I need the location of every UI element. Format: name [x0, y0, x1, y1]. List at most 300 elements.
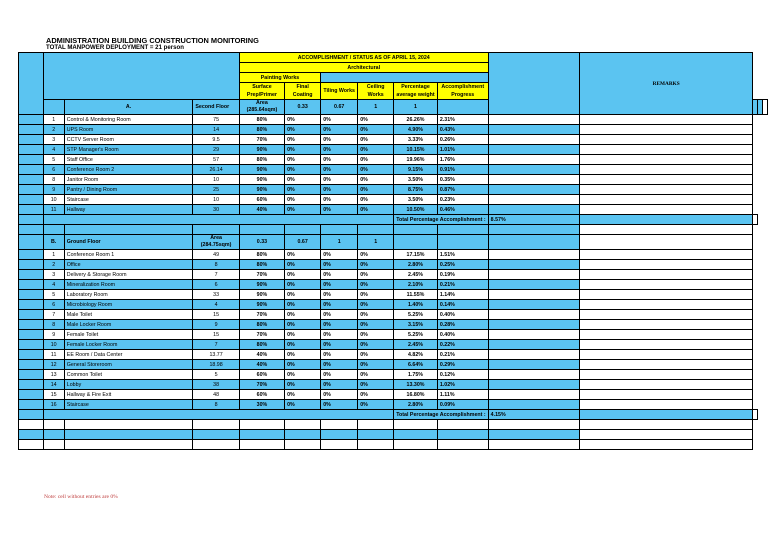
- room-area: 13.77: [193, 350, 239, 360]
- weight-value: 3.33%: [394, 135, 438, 145]
- table-row: [19, 205, 768, 215]
- blank-cell: [285, 440, 321, 450]
- row-number: 4: [43, 280, 64, 290]
- ceiling-value: 0%: [358, 350, 394, 360]
- weight-value: 10.50%: [394, 205, 438, 215]
- room-area: 6: [193, 280, 239, 290]
- tiling-value: 0%: [321, 115, 358, 125]
- surface-value: 80%: [239, 155, 284, 165]
- remarks-header: REMARKS: [580, 53, 753, 115]
- surface-value: 90%: [239, 145, 284, 155]
- section-letter: A.: [64, 100, 193, 115]
- surface-value: 90%: [239, 300, 284, 310]
- room-area: 15: [193, 310, 239, 320]
- remarks-cell: [580, 280, 753, 290]
- ceiling-value: 0%: [358, 195, 394, 205]
- surface-value: 60%: [239, 390, 284, 400]
- row-number: 1: [43, 250, 64, 260]
- table-body: [19, 53, 768, 450]
- remarks-spacer: [488, 185, 580, 195]
- ceiling-value: 0%: [358, 165, 394, 175]
- table-row: [19, 360, 768, 370]
- final-value: 0%: [285, 310, 321, 320]
- header-blank: [43, 53, 239, 100]
- room-name: Female Locker Room: [64, 340, 193, 350]
- blank-cell: [193, 420, 239, 430]
- surface-value: 90%: [239, 165, 284, 175]
- table-row: [19, 145, 768, 155]
- remarks-cell: [580, 155, 753, 165]
- room-area: 10: [193, 175, 239, 185]
- weight-progress-blank: [437, 235, 488, 250]
- blank-cell: [437, 440, 488, 450]
- final-value: 0%: [285, 165, 321, 175]
- weight-value: 26.26%: [394, 115, 438, 125]
- remarks-spacer: [488, 53, 580, 115]
- ceiling-value: 0%: [358, 300, 394, 310]
- weight-value: 1.75%: [394, 370, 438, 380]
- blank-cell: [580, 420, 753, 430]
- blank-cell: [358, 440, 394, 450]
- blank-cell: [437, 225, 488, 235]
- blank-cell: [285, 430, 321, 440]
- surface-value: 40%: [239, 350, 284, 360]
- final-value: 0%: [285, 270, 321, 280]
- left-stripe: [19, 53, 44, 115]
- blank-cell: [358, 420, 394, 430]
- remarks-spacer: [488, 175, 580, 185]
- stripe-cell: [19, 330, 44, 340]
- room-name: EE Room / Data Center: [64, 350, 193, 360]
- blank-cell: [358, 225, 394, 235]
- remarks-spacer: [488, 155, 580, 165]
- remarks-cell: [580, 370, 753, 380]
- painting-header: Painting Works: [239, 73, 320, 83]
- total-blank: [43, 410, 394, 420]
- weight-final: 0.67: [285, 235, 321, 250]
- room-name: Staircase: [64, 400, 193, 410]
- blank-cell: [43, 225, 64, 235]
- remarks-cell: [580, 195, 753, 205]
- progress-value: 0.09%: [437, 400, 488, 410]
- stripe-cell: [43, 100, 64, 115]
- tiling-value: 0%: [321, 205, 358, 215]
- section-area: Area (285.64sqm): [239, 100, 284, 115]
- blank-cell: [437, 430, 488, 440]
- progress-value: 0.25%: [437, 260, 488, 270]
- weight-value: 2.45%: [394, 270, 438, 280]
- weight-value: 4.82%: [394, 350, 438, 360]
- ceiling-value: 0%: [358, 185, 394, 195]
- stripe-cell: [19, 175, 44, 185]
- section-area: Area (284.75sqm): [193, 235, 239, 250]
- room-name: Conference Room 1: [64, 250, 193, 260]
- surface-value: 30%: [239, 400, 284, 410]
- progress-value: 0.28%: [437, 320, 488, 330]
- ceiling-value: 0%: [358, 370, 394, 380]
- weight-pct-blank: [394, 235, 438, 250]
- remarks-spacer: [488, 135, 580, 145]
- table-row: [19, 380, 768, 390]
- blank-cell: [488, 420, 580, 430]
- final-value: 0%: [285, 360, 321, 370]
- room-area: 30: [193, 205, 239, 215]
- progress-value: 0.14%: [437, 300, 488, 310]
- surface-value: 70%: [239, 270, 284, 280]
- weight-value: 17.15%: [394, 250, 438, 260]
- final-value: 0%: [285, 340, 321, 350]
- weight-value: 2.10%: [394, 280, 438, 290]
- blank-cell: [488, 225, 580, 235]
- stripe-cell: [19, 400, 44, 410]
- tiling-header: Tiling Works: [321, 83, 358, 100]
- room-name: STP Manager's Room: [64, 145, 193, 155]
- room-name: Janitor Room: [64, 175, 193, 185]
- weight-value: 13.30%: [394, 380, 438, 390]
- remarks-spacer: [488, 260, 580, 270]
- tiling-value: 0%: [321, 390, 358, 400]
- room-name: Mineralization Room: [64, 280, 193, 290]
- row-number: 9: [43, 185, 64, 195]
- stripe-cell: [19, 185, 44, 195]
- blank-cell: [64, 225, 193, 235]
- table-row: [19, 400, 768, 410]
- weight-value: 3.50%: [394, 195, 438, 205]
- progress-value: 1.01%: [437, 145, 488, 155]
- row-number: 1: [43, 115, 64, 125]
- progress-value: 0.29%: [437, 360, 488, 370]
- stripe-cell: [19, 320, 44, 330]
- room-area: 15: [193, 330, 239, 340]
- remarks-spacer: [488, 195, 580, 205]
- tiling-value: 0%: [321, 330, 358, 340]
- stripe-cell: [19, 340, 44, 350]
- row-number: 8: [43, 175, 64, 185]
- room-area: 4: [193, 300, 239, 310]
- blank-cell: [437, 420, 488, 430]
- final-value: 0%: [285, 185, 321, 195]
- row-number: 10: [43, 195, 64, 205]
- surface-value: 80%: [239, 340, 284, 350]
- tiling-value: 0%: [321, 175, 358, 185]
- stripe-cell: [19, 290, 44, 300]
- surface-value: 90%: [239, 185, 284, 195]
- table-row: [19, 185, 768, 195]
- tiling-value: 0%: [321, 350, 358, 360]
- painting-spacer: [321, 73, 488, 83]
- row-number: 15: [43, 390, 64, 400]
- row-number: 16: [43, 400, 64, 410]
- table-row: [19, 390, 768, 400]
- weight-ceiling: 1: [394, 100, 438, 115]
- remarks-cell: [580, 270, 753, 280]
- ceiling-value: 0%: [358, 380, 394, 390]
- ceiling-value: 0%: [358, 260, 394, 270]
- weight-surface: 0.33: [239, 235, 284, 250]
- room-area: 25: [193, 185, 239, 195]
- weight-value: 9.15%: [394, 165, 438, 175]
- section-gap-row: [19, 225, 768, 235]
- blank-cell: [43, 440, 64, 450]
- table-row: [19, 290, 768, 300]
- remarks-spacer: [488, 250, 580, 260]
- tiling-value: 0%: [321, 370, 358, 380]
- total-label: Total Percentage Accomplishment :: [394, 410, 488, 420]
- stripe-cell: [19, 215, 44, 225]
- stripe-cell: [19, 300, 44, 310]
- remarks-spacer: [488, 370, 580, 380]
- stripe-cell: [19, 205, 44, 215]
- blank-row: [19, 430, 768, 440]
- final-value: 0%: [285, 290, 321, 300]
- ceiling-value: 0%: [358, 280, 394, 290]
- weight-value: 6.64%: [394, 360, 438, 370]
- tiling-value: 0%: [321, 300, 358, 310]
- weight-value: 19.96%: [394, 155, 438, 165]
- remarks-cell: [580, 290, 753, 300]
- remarks-cell: [580, 145, 753, 155]
- room-name: Male Toilet: [64, 310, 193, 320]
- ceiling-value: 0%: [358, 175, 394, 185]
- remarks-spacer: [488, 350, 580, 360]
- table-row: [19, 340, 768, 350]
- weight-value: 2.45%: [394, 340, 438, 350]
- blank-cell: [64, 440, 193, 450]
- tiling-value: 0%: [321, 340, 358, 350]
- section-letter: B.: [43, 235, 64, 250]
- remarks-spacer: [488, 300, 580, 310]
- blank-row: [19, 440, 768, 450]
- row-number: 12: [43, 360, 64, 370]
- table-row: [19, 155, 768, 165]
- blank-cell: [193, 430, 239, 440]
- blank-cell: [193, 225, 239, 235]
- remarks-spacer: [488, 280, 580, 290]
- row-number: 3: [43, 135, 64, 145]
- blank-cell: [239, 440, 284, 450]
- progress-value: 0.91%: [437, 165, 488, 175]
- remarks-cell: [580, 165, 753, 175]
- final-value: 0%: [285, 370, 321, 380]
- room-name: Lobby: [64, 380, 193, 390]
- tiling-value: 0%: [321, 320, 358, 330]
- weight-value: 8.75%: [394, 185, 438, 195]
- progress-value: 1.51%: [437, 250, 488, 260]
- table-row: [19, 250, 768, 260]
- weight-value: 2.80%: [394, 260, 438, 270]
- tiling-value: 0%: [321, 400, 358, 410]
- weight-surface: 0.33: [285, 100, 321, 115]
- remarks-cell: [580, 235, 753, 250]
- row-number: 13: [43, 370, 64, 380]
- stripe-cell: [19, 260, 44, 270]
- final-value: 0%: [285, 380, 321, 390]
- progress-value: 1.02%: [437, 380, 488, 390]
- pct-weight-header: Percentage average weight: [394, 83, 438, 100]
- final-coating-header: Final Coating: [285, 83, 321, 100]
- blank-cell: [43, 430, 64, 440]
- room-name: General Storeroom: [64, 360, 193, 370]
- surface-value: 70%: [239, 380, 284, 390]
- room-name: Staff Office: [64, 155, 193, 165]
- stripe-cell: [19, 195, 44, 205]
- room-name: Office: [64, 260, 193, 270]
- tiling-value: 0%: [321, 310, 358, 320]
- room-area: 5: [193, 370, 239, 380]
- final-value: 0%: [285, 125, 321, 135]
- final-value: 0%: [285, 145, 321, 155]
- progress-value: 1.14%: [437, 290, 488, 300]
- final-value: 0%: [285, 300, 321, 310]
- remarks-cell: [580, 205, 753, 215]
- manpower-subtitle: TOTAL MANPOWER DEPLOYMENT = 21 person: [46, 44, 184, 51]
- blank-cell: [193, 440, 239, 450]
- table-row: [19, 310, 768, 320]
- ceiling-value: 0%: [358, 390, 394, 400]
- room-name: Laboratory Room: [64, 290, 193, 300]
- remarks-spacer: [580, 215, 753, 225]
- remarks-spacer: [488, 360, 580, 370]
- tiling-value: 0%: [321, 360, 358, 370]
- remarks-spacer: [488, 235, 580, 250]
- row-number: 6: [43, 300, 64, 310]
- tiling-value: 0%: [321, 380, 358, 390]
- weight-pct-blank: [437, 100, 488, 115]
- progress-value: 0.21%: [437, 350, 488, 360]
- surface-value: 70%: [239, 330, 284, 340]
- weight-value: 3.50%: [394, 175, 438, 185]
- total-value: 4.15%: [488, 410, 580, 420]
- final-value: 0%: [285, 400, 321, 410]
- blank-cell: [239, 430, 284, 440]
- surface-value: 80%: [239, 125, 284, 135]
- table-row: [19, 280, 768, 290]
- final-value: 0%: [285, 250, 321, 260]
- ceiling-value: 0%: [358, 270, 394, 280]
- progress-value: 0.19%: [437, 270, 488, 280]
- ceiling-value: 0%: [358, 400, 394, 410]
- progress-value: 0.35%: [437, 175, 488, 185]
- blank-cell: [321, 430, 358, 440]
- section-name: Ground Floor: [64, 235, 193, 250]
- ceiling-value: 0%: [358, 155, 394, 165]
- remarks-cell: [580, 115, 753, 125]
- remarks-cell: [580, 125, 753, 135]
- room-area: 75: [193, 115, 239, 125]
- surface-value: 90%: [239, 290, 284, 300]
- surface-value: 70%: [239, 310, 284, 320]
- progress-value: 0.22%: [437, 340, 488, 350]
- surface-value: 90%: [239, 175, 284, 185]
- progress-value: 0.26%: [437, 135, 488, 145]
- remarks-spacer: [488, 310, 580, 320]
- blank-cell: [19, 430, 44, 440]
- progress-header: Accomplishment Progress: [437, 83, 488, 100]
- row-number: 9: [43, 330, 64, 340]
- total-blank: [43, 215, 394, 225]
- remarks-cell: [580, 185, 753, 195]
- tiling-value: 0%: [321, 280, 358, 290]
- table-row: [19, 350, 768, 360]
- room-area: 8: [193, 260, 239, 270]
- remarks-cell: [580, 400, 753, 410]
- total-label: Total Percentage Accomplishment :: [394, 215, 488, 225]
- room-name: Conference Room 2: [64, 165, 193, 175]
- ceiling-value: 0%: [358, 205, 394, 215]
- remarks-cell: [580, 390, 753, 400]
- tiling-value: 0%: [321, 195, 358, 205]
- remarks-cell: [580, 260, 753, 270]
- remarks-cell: [580, 350, 753, 360]
- tiling-value: 0%: [321, 135, 358, 145]
- remarks-cell: [580, 320, 753, 330]
- remarks-spacer: [488, 290, 580, 300]
- stripe-cell: [19, 135, 44, 145]
- row-number: 2: [43, 125, 64, 135]
- blank-cell: [394, 225, 438, 235]
- room-name: Delivery & Storage Room: [64, 270, 193, 280]
- room-name: Hallway & Fire Exit: [64, 390, 193, 400]
- section-name: Second Floor: [193, 100, 239, 115]
- status-header: ACCOMPLISHMENT / STATUS AS OF APRIL 15, 2024: [239, 53, 488, 63]
- table-row: [19, 125, 768, 135]
- progress-value: 2.31%: [437, 115, 488, 125]
- final-value: 0%: [285, 205, 321, 215]
- remarks-spacer: [488, 205, 580, 215]
- room-area: 10: [193, 195, 239, 205]
- room-area: 8: [193, 400, 239, 410]
- progress-value: 0.23%: [437, 195, 488, 205]
- weight-value: 5.25%: [394, 330, 438, 340]
- weight-ceiling: 1: [358, 235, 394, 250]
- remarks-cell: [580, 300, 753, 310]
- stripe-cell: [19, 380, 44, 390]
- room-name: Common Toilet: [64, 370, 193, 380]
- row-number: 8: [43, 320, 64, 330]
- final-value: 0%: [285, 135, 321, 145]
- final-value: 0%: [285, 115, 321, 125]
- surface-prep-header: Surface Prep/Primer: [239, 83, 284, 100]
- progress-value: 0.87%: [437, 185, 488, 195]
- row-number: 14: [43, 380, 64, 390]
- remarks-cell: [580, 135, 753, 145]
- blank-cell: [321, 225, 358, 235]
- final-value: 0%: [285, 280, 321, 290]
- stripe-cell: [19, 410, 44, 420]
- row-number: 10: [43, 340, 64, 350]
- blank-cell: [580, 430, 753, 440]
- final-value: 0%: [285, 155, 321, 165]
- remarks-cell: [580, 250, 753, 260]
- report-title: ADMINISTRATION BUILDING CONSTRUCTION MONITORING: [46, 36, 259, 45]
- progress-value: 0.40%: [437, 330, 488, 340]
- blank-cell: [580, 440, 753, 450]
- ceiling-value: 0%: [358, 125, 394, 135]
- remarks-spacer: [488, 330, 580, 340]
- remarks-cell: [753, 215, 758, 225]
- stripe-cell: [19, 145, 44, 155]
- ceiling-value: 0%: [358, 290, 394, 300]
- remarks-spacer: [488, 390, 580, 400]
- remarks-spacer: [488, 400, 580, 410]
- blank-cell: [358, 430, 394, 440]
- header-row-status: [19, 53, 768, 63]
- footnote: Note: cell without entries are 0%: [44, 494, 118, 500]
- progress-value: 0.12%: [437, 370, 488, 380]
- blank-cell: [239, 420, 284, 430]
- ceiling-value: 0%: [358, 340, 394, 350]
- surface-value: 70%: [239, 135, 284, 145]
